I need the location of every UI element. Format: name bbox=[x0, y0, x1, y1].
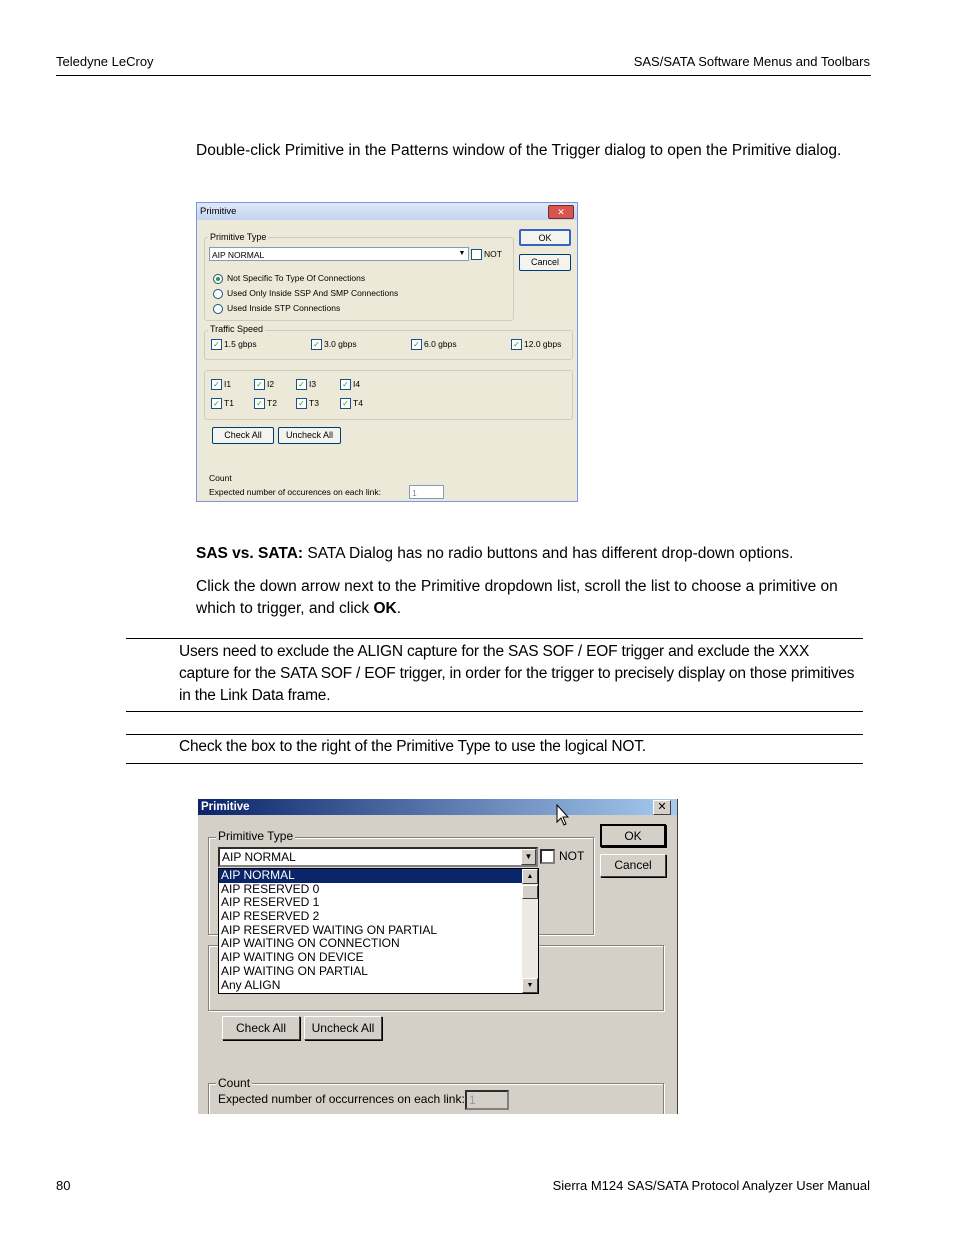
instruction-end: . bbox=[396, 600, 402, 617]
scroll-down-icon[interactable]: ▼ bbox=[522, 978, 538, 993]
cancel-button[interactable]: Cancel bbox=[600, 854, 666, 877]
check-icon: ✓ bbox=[211, 379, 222, 390]
note-rule-bottom bbox=[126, 711, 863, 712]
list-option[interactable]: AIP RESERVED 1 bbox=[221, 895, 320, 910]
not-label: NOT bbox=[484, 249, 502, 259]
speed-checkbox[interactable] bbox=[511, 339, 561, 350]
primitive-type-combo[interactable] bbox=[209, 247, 469, 261]
check-all-button[interactable]: Check All bbox=[222, 1016, 300, 1040]
dropdown-arrow-icon[interactable]: ▼ bbox=[458, 250, 466, 257]
check-icon: ✓ bbox=[211, 339, 222, 350]
ok-button[interactable]: OK bbox=[600, 824, 666, 847]
count-input[interactable]: 1 bbox=[409, 485, 444, 499]
checkbox-label: I3 bbox=[309, 379, 317, 389]
t4-checkbox[interactable] bbox=[340, 398, 363, 409]
check-icon: ✓ bbox=[296, 398, 307, 409]
check-icon: ✓ bbox=[211, 398, 222, 409]
speed-checkbox[interactable] bbox=[311, 339, 357, 350]
intro-text: Double-click Primitive in the Patterns window of the Trigger dialog to open the Primitive dialog. bbox=[196, 142, 842, 159]
close-icon[interactable]: ✕ bbox=[653, 800, 671, 815]
t2-checkbox[interactable] bbox=[254, 398, 277, 409]
sas-vs-sata-label: SAS vs. SATA: bbox=[196, 545, 304, 562]
list-option[interactable]: AIP WAITING ON DEVICE bbox=[221, 950, 364, 965]
check-icon: ✓ bbox=[254, 379, 265, 390]
speed-checkbox[interactable] bbox=[211, 339, 257, 350]
combo-value: AIP NORMAL bbox=[222, 850, 296, 864]
t3-checkbox[interactable] bbox=[296, 398, 319, 409]
radio-label: Not Specific To Type Of Connections bbox=[227, 273, 366, 283]
check-icon: ✓ bbox=[254, 398, 265, 409]
sas-vs-sata-text bbox=[196, 543, 876, 565]
sas-vs-sata-body: SATA Dialog has no radio buttons and has different drop-down options. bbox=[303, 545, 794, 562]
radio-icon bbox=[213, 289, 223, 299]
dialog-title: Primitive bbox=[198, 799, 677, 815]
radio-not-specific[interactable] bbox=[213, 273, 365, 284]
radio-label: Used Inside STP Connections bbox=[227, 303, 341, 313]
radio-stp[interactable] bbox=[213, 303, 340, 314]
scroll-up-icon[interactable]: ▲ bbox=[522, 869, 538, 884]
checkbox-label: T3 bbox=[309, 398, 319, 408]
i3-checkbox[interactable] bbox=[296, 379, 316, 390]
count-label: Count bbox=[218, 1076, 251, 1090]
check-icon: ✓ bbox=[340, 379, 351, 390]
speed-label: 1.5 gbps bbox=[224, 339, 257, 349]
page-number: 80 bbox=[56, 1178, 71, 1193]
note-logical-not: Check the box to the right of the Primitive Type to use the logical NOT. bbox=[179, 738, 646, 755]
footer-title: Sierra M124 SAS/SATA Protocol Analyzer User Manual bbox=[552, 1178, 870, 1193]
check-icon: ✓ bbox=[296, 379, 307, 390]
check-icon: ✓ bbox=[511, 339, 522, 350]
instruction-text bbox=[196, 576, 856, 620]
primitive-type-label: Primitive Type bbox=[210, 232, 267, 242]
instruction-ok: OK bbox=[373, 600, 397, 617]
list-option[interactable]: AIP WAITING ON PARTIAL bbox=[221, 963, 368, 978]
list-option[interactable]: AIP WAITING ON CONNECTION bbox=[221, 936, 400, 951]
not-label: NOT bbox=[559, 849, 585, 863]
close-icon[interactable]: ✕ bbox=[548, 205, 574, 219]
primitive-dialog-small bbox=[196, 202, 578, 502]
i2-checkbox[interactable] bbox=[254, 379, 274, 390]
list-option-selected[interactable]: AIP NORMAL bbox=[219, 869, 538, 883]
speed-label: 12.0 gbps bbox=[524, 339, 562, 349]
primitive-dropdown-list[interactable] bbox=[218, 868, 539, 994]
primitive-dialog-dropdown bbox=[197, 799, 678, 1114]
note-align-capture: Users need to exclude the ALIGN capture for the SAS SOF / EOF trigger and exclude the XXX capture for the SATA SOF / EOF trigger, in order for the trigger to precisely display on those primitives in the Link Data frame. bbox=[179, 643, 855, 704]
speed-label: 6.0 gbps bbox=[424, 339, 457, 349]
note2-rule-bottom bbox=[126, 763, 863, 764]
count-input[interactable]: 1 bbox=[465, 1090, 509, 1110]
primitive-type-combo[interactable] bbox=[218, 847, 538, 867]
radio-icon bbox=[213, 304, 223, 314]
check-icon: ✓ bbox=[340, 398, 351, 409]
count-text: Expected number of occurrences on each link: bbox=[218, 1092, 465, 1106]
mouse-cursor-icon bbox=[556, 804, 570, 828]
header-rule bbox=[56, 75, 871, 76]
uncheck-all-button[interactable]: Uncheck All bbox=[304, 1016, 382, 1040]
i4-checkbox[interactable] bbox=[340, 379, 360, 390]
checkbox-label: T1 bbox=[224, 398, 234, 408]
checkbox-label: I4 bbox=[353, 379, 361, 389]
t1-checkbox[interactable] bbox=[211, 398, 234, 409]
i1-checkbox[interactable] bbox=[211, 379, 231, 390]
not-checkbox[interactable] bbox=[540, 849, 555, 864]
dialog-title: Primitive bbox=[197, 203, 577, 220]
count-label: Count bbox=[209, 473, 232, 483]
radio-icon bbox=[213, 274, 223, 284]
primitive-type-label: Primitive Type bbox=[218, 829, 294, 843]
header-left: Teledyne LeCroy bbox=[56, 54, 154, 69]
checkbox-label: T4 bbox=[353, 398, 363, 408]
dropdown-arrow-icon[interactable]: ▼ bbox=[521, 849, 536, 865]
note2-rule-top bbox=[126, 734, 863, 735]
not-checkbox[interactable] bbox=[471, 249, 502, 260]
instruction-body: Click the down arrow next to the Primitive dropdown list, scroll the list to choose a primitive on which to trigger, and click bbox=[196, 578, 838, 617]
initiator-target-group bbox=[204, 370, 573, 420]
checkbox-label: T2 bbox=[267, 398, 277, 408]
uncheck-all-button[interactable]: Uncheck All bbox=[278, 427, 341, 444]
list-option[interactable]: AIP RESERVED WAITING ON PARTIAL bbox=[221, 922, 438, 937]
speed-label: 3.0 gbps bbox=[324, 339, 357, 349]
combo-value: AIP NORMAL bbox=[212, 250, 265, 260]
radio-label: Used Only Inside SSP And SMP Connections bbox=[227, 288, 399, 298]
list-option[interactable]: Any ALIGN bbox=[221, 977, 281, 992]
checkbox-label: I2 bbox=[267, 379, 275, 389]
cancel-button[interactable]: Cancel bbox=[519, 254, 571, 271]
list-scrollbar[interactable] bbox=[522, 869, 538, 993]
header-right: SAS/SATA Software Menus and Toolbars bbox=[633, 54, 870, 69]
note-rule-top bbox=[126, 638, 863, 639]
list-option[interactable]: AIP RESERVED 2 bbox=[221, 909, 320, 924]
list-option[interactable]: AIP RESERVED 0 bbox=[221, 881, 320, 896]
scroll-thumb[interactable] bbox=[522, 885, 538, 899]
check-icon: ✓ bbox=[311, 339, 322, 350]
count-text: Expected number of occurences on each link: bbox=[209, 487, 381, 497]
ok-button[interactable]: OK bbox=[519, 229, 571, 246]
check-icon: ✓ bbox=[411, 339, 422, 350]
checkbox-label: I1 bbox=[224, 379, 232, 389]
traffic-speed-label: Traffic Speed bbox=[210, 324, 264, 334]
radio-ssp-smp[interactable] bbox=[213, 288, 398, 299]
checkbox-icon bbox=[471, 249, 482, 260]
check-all-button[interactable]: Check All bbox=[212, 427, 274, 444]
speed-checkbox[interactable] bbox=[411, 339, 457, 350]
